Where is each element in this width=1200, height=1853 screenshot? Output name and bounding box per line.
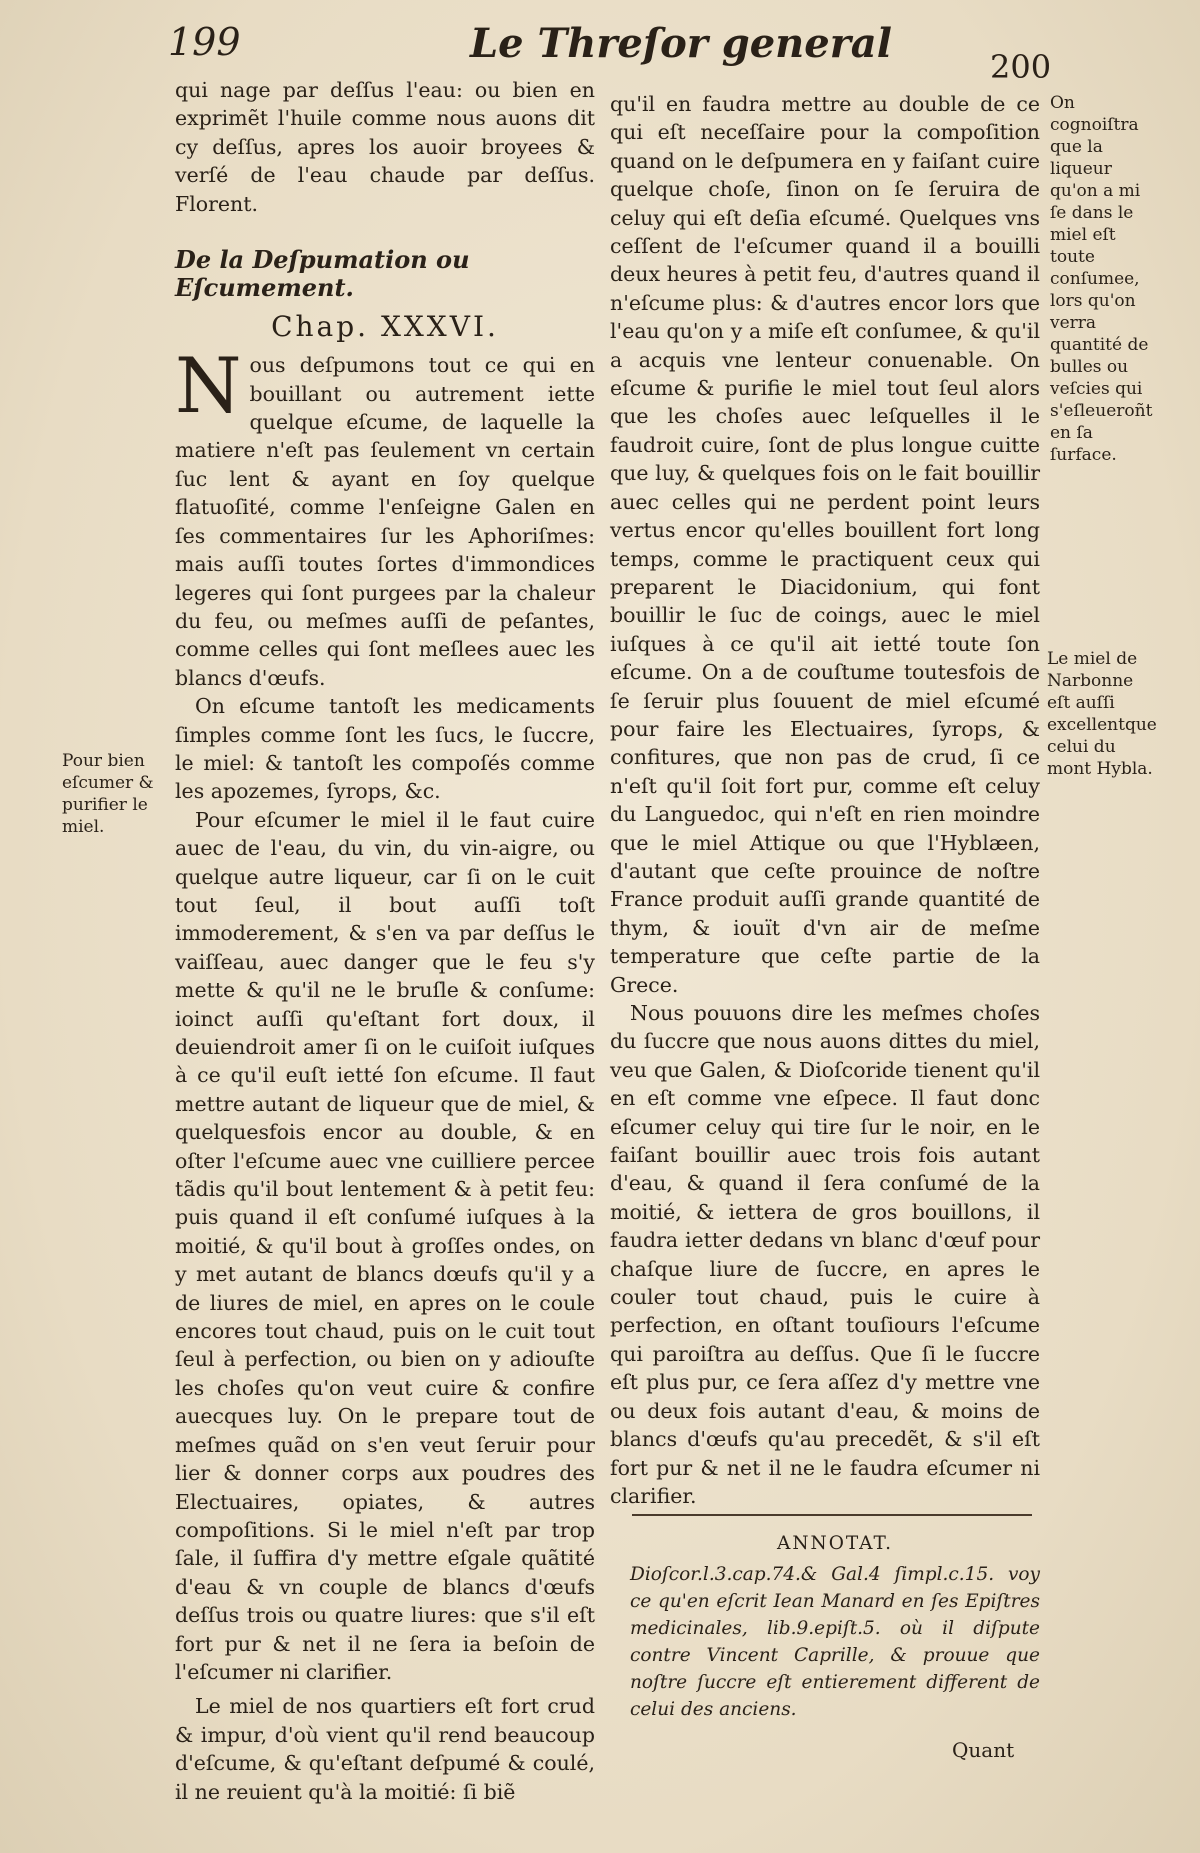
annotation-text: Dioſcor.l.3.cap.74.& Gal.4 ſimpl.c.15. voy ce qu'en eſcrit Iean Manard en ſes Epiſtres medicinales, lib.9.epiſt.5. où il diſpute contre Vincent Caprille, & prouue que noſtre ſuccre eſt entierement different de celui des anciens. (630, 1564, 1040, 1720)
paragraph-2: Nous pouuons dire les meſmes choſes du ſuccre que nous auons dittes du miel, veu que Galen, & Dioſcoride tienent qu'il en eſt comme vne eſpece. Il faut donc eſcumer celuy qui tire ſur le noir, en le faiſant bouillir auec trois fois autant d'eau, & quand il ſera conſumé de la moitié, & iettera de gros bouillons, il faudra ietter dedans vn blanc d'œuf pour chaſque liure de ſuccre, en apres le couler tout chaud, puis le cuire à perfection, en oſtant touſiours l'eſcume qui paroiſtra au deſſus. Que ſi le ſuccre eſt plus pur, ce ſera aſſez d'y mettre vne ou deux fois autant d'eau, & moins de blancs d'œufs qu'au precedẽt, & s'il eſt fort pur & net il ne le faudra eſcumer ni clarifier. (610, 1001, 1040, 1508)
right-page-number: 200 (990, 48, 1052, 86)
margin-note-left: Pour bien eſcumer & purifier le miel. (62, 751, 154, 837)
annotation-label: ANNOTAT. (776, 1533, 894, 1554)
annotation-block (630, 1530, 1040, 1723)
left-column (175, 76, 595, 1806)
paragraph-3: Pour eſcumer le miel il le faut cuire auec de l'eau, du vin, du vin-aigre, ou quelque autre liqueur, car ſi on le cuit tout ſeul, il bout auſſi toſt immoderement, & s'en va par deſſus le vaiſſeau, auec danger que le feu s'y mette & qu'il ne le bruſle & conſume: ioinct auſſi qu'eſtant fort doux, il deuiendroit amer ſi on le cuiſoit iuſques à ce qu'il euſt ietté ſon eſcume. Il faut mettre autant de liqueur que de miel, & quelquesfois encor au double, & en oſter l'eſcume auec vne cuilliere percee tãdis qu'il bout lentement & à petit feu: puis quand il eſt conſumé iuſques à la moitié, & qu'il bout à groſſes ondes, on y met autant de blancs dœufs qu'il y a de liures de miel, en apres on le coule encores tout chaud, puis on le cuit tout ſeul à perfection, ou bien on y adiouſte les choſes qu'on veut cuire & confire auecques luy. On le prepare tout de meſmes quãd on s'en veut ſeruir pour lier & donner corps aux poudres des Electuaires, opiates, & autres compoſitions. Si le miel n'eſt par trop ſale, il ſuffira d'y mettre eſgale quãtité d'eau & vn couple de blancs d'œufs deſſus trois ou quatre liures: que s'il eſt fort pur & net il ne ſera ia beſoin de l'eſcumer ni clarifier. (175, 807, 595, 1684)
right-column (610, 90, 1040, 1510)
drop-cap: N (175, 341, 242, 431)
intro-paragraph: qui nage par deſſus l'eau: ou bien en exprimẽt l'huile comme nous auons dit cy deſſus, apres los auoir broyees & verſé de l'eau chaude par deſſus. Florent. (175, 78, 595, 216)
running-title: Le Threſor general (470, 20, 892, 67)
paragraph-1: ous deſpumons tout ce qui en bouillant ou autrement iette quelque eſcume, de laquelle la matiere n'eſt pas ſeulement vn certain ſuc lent & ayant en ſoy quelque flatuoſité, comme l'enſeigne Galen en ſes commentaires ſur les Aphoriſmes: mais auſſi toutes ſortes d'immondices legeres qui ſont purgees par la chaleur du feu, ou meſmes auſſi de peſantes, comme celles qui ſont meſlees auec les blancs d'œufs. (175, 353, 595, 690)
chapter-number: Chap. XXXVI. (271, 309, 499, 343)
paragraph-1: qu'il en faudra mettre au double de ce qui eſt neceſſaire pour la compoſition quand on le deſpumera en y faiſant cuire quelque choſe, ſinon on ſe ſeruira de celuy qui eſt deſia eſcumé. Quelques vns ceſſent de l'eſcumer quand il a bouilli deux heures à petit feu, d'autres quand il n'eſcume plus: & d'autres encor lors que l'eau qu'on y a miſe eſt conſumee, & qu'il a acquis vne lenteur conuenable. On eſcume & purifie le miel tout ſeul alors que les choſes auec leſquelles il le faudroit cuire, ſont de plus longue cuitte que luy, & quelques fois on le fait bouillir auec celles qui ne perdent point leurs vertus encor qu'elles bouillent fort long temps, comme le practiquent ceux qui preparent le Diacidonium, qui font bouillir le ſuc de coings, auec le miel iuſques à ce qu'il ait ietté toute ſon eſcume. On a de couſtume toutesfois de ſe ſeruir plus ſouuent de miel eſcumé pour faire les Electuaires, ſyrops, & confitures, que non pas de crud, ſi ce n'eſt qu'il ſoit fort pur, comme eſt celuy du Languedoc, qui n'eſt en rien moindre que le miel Attique ou que l'Hyblæen, d'autant que ceſte prouince de noſtre France produit auſſi grande quantité de thym, & iouït d'vn air de meſme temperature que ceſte partie de la Grece. (610, 92, 1040, 997)
margin-note-right-1: On cognoiſtra que la liqueur qu'on a mi ſe dans le miel eſt toute conſumee, lors qu'on verra quantité de bulles ou veſcies qui s'eſleueroñt en ſa ſurface. (1050, 93, 1153, 465)
chapter-title: De la Deſpumation ou Eſcumement. (175, 245, 470, 303)
paragraph-4: Le miel de nos quartiers eſt fort crud & impur, d'où vient qu'il rend beaucoup d'eſcume, & qu'eſtant deſpumé & coulé, il ne reuient qu'à la moitié: ſi biẽ (175, 1694, 595, 1804)
left-page-number: 199 (168, 20, 241, 64)
annotation-divider (632, 1514, 1032, 1516)
paragraph-2: On eſcume tantoſt les medicaments ſimples comme ſont les ſucs, le ſuccre, le miel: & tantoſt les compoſés comme les apozemes, ſyrops, &c. (175, 694, 595, 804)
margin-note-right-2: Le miel de Narbonne eſt auſſi excellentque celui du mont Hybla. (1047, 649, 1157, 779)
catchword: Quant (952, 1738, 1015, 1762)
